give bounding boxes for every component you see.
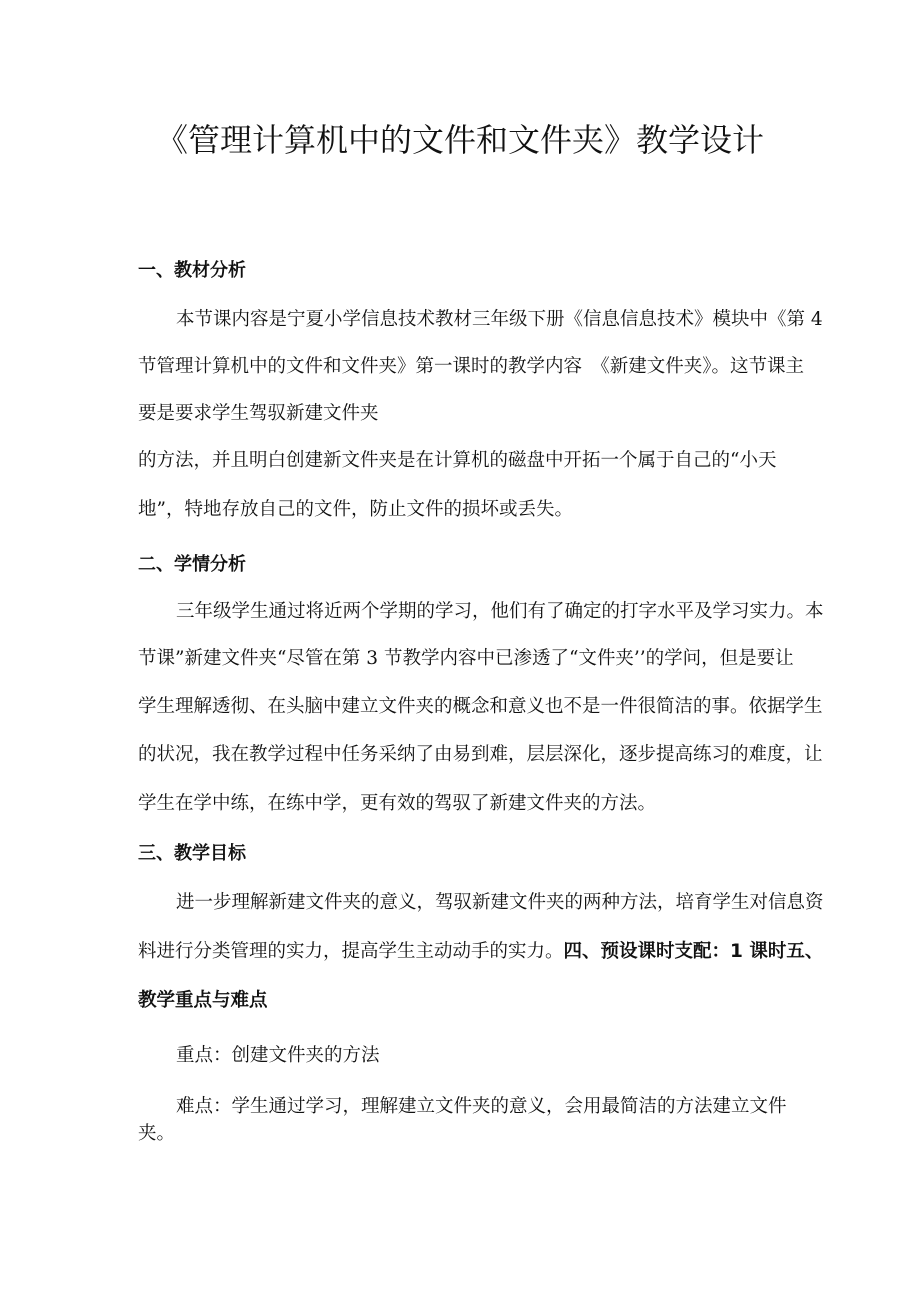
- section-heading-teaching-goals: 三、教学目标: [138, 843, 246, 864]
- key-point-line: 重点：创建文件夹的方法: [176, 1045, 380, 1066]
- section-heading-textbook-analysis: 一、教材分析: [138, 260, 246, 281]
- paragraph-line: 本节课内容是宁夏小学信息技术教材三年级下册《信息信息技术》模块中《第 4: [176, 309, 823, 330]
- section-heading-learner-analysis: 二、学情分析: [138, 554, 246, 575]
- paragraph-line: 要是要求学生驾驭新建文件夹: [138, 403, 379, 424]
- document-title: 《管理计算机中的文件和文件夹》教学设计: [155, 121, 764, 159]
- difficulty-line: 夹。: [138, 1123, 176, 1144]
- paragraph-text: 料进行分类管理的实力，提高学生主动动手的实力。: [138, 941, 564, 962]
- paragraph-line: 进一步理解新建文件夹的意义，驾驭新建文件夹的两种方法，培育学生对信息资: [176, 892, 824, 913]
- paragraph-line: 的方法，并且明白创建新文件夹是在计算机的磁盘中开拓一个属于自己的“小天: [138, 450, 777, 471]
- paragraph-line: 学生理解透彻、在头脑中建立文件夹的概念和意义也不是一件很简洁的事。依据学生: [138, 696, 823, 717]
- difficulty-line: 难点：学生通过学习，理解建立文件夹的意义，会用最简洁的方法建立文件: [176, 1096, 787, 1117]
- paragraph-line: 节管理计算机中的文件和文件夹》第一课时的教学内容 《新建文件夹》。这节课主: [138, 356, 805, 377]
- paragraph-line: 学生在学中练，在练中学，更有效的驾驭了新建文件夹的方法。: [138, 793, 657, 814]
- paragraph-line: 的状况，我在教学过程中任务采纳了由易到难，层层深化，逐步提高练习的难度，让: [138, 744, 823, 765]
- paragraph-line: [138, 937, 823, 967]
- inline-bold-heading: 四、预设课时支配：1 课时五、: [563, 941, 824, 962]
- paragraph-line: 地”，特地存放自己的文件，防止文件的损坏或丢失。: [138, 499, 573, 520]
- heading-key-difficulty: 教学重点与难点: [138, 990, 268, 1011]
- paragraph-line: 节课”新建文件夹“尽管在第 3 节教学内容中已渗透了“文件夹’’的学问，但是要让: [138, 648, 794, 669]
- paragraph-line: 三年级学生通过将近两个学期的学习，他们有了确定的打字水平及学习实力。本: [176, 601, 824, 622]
